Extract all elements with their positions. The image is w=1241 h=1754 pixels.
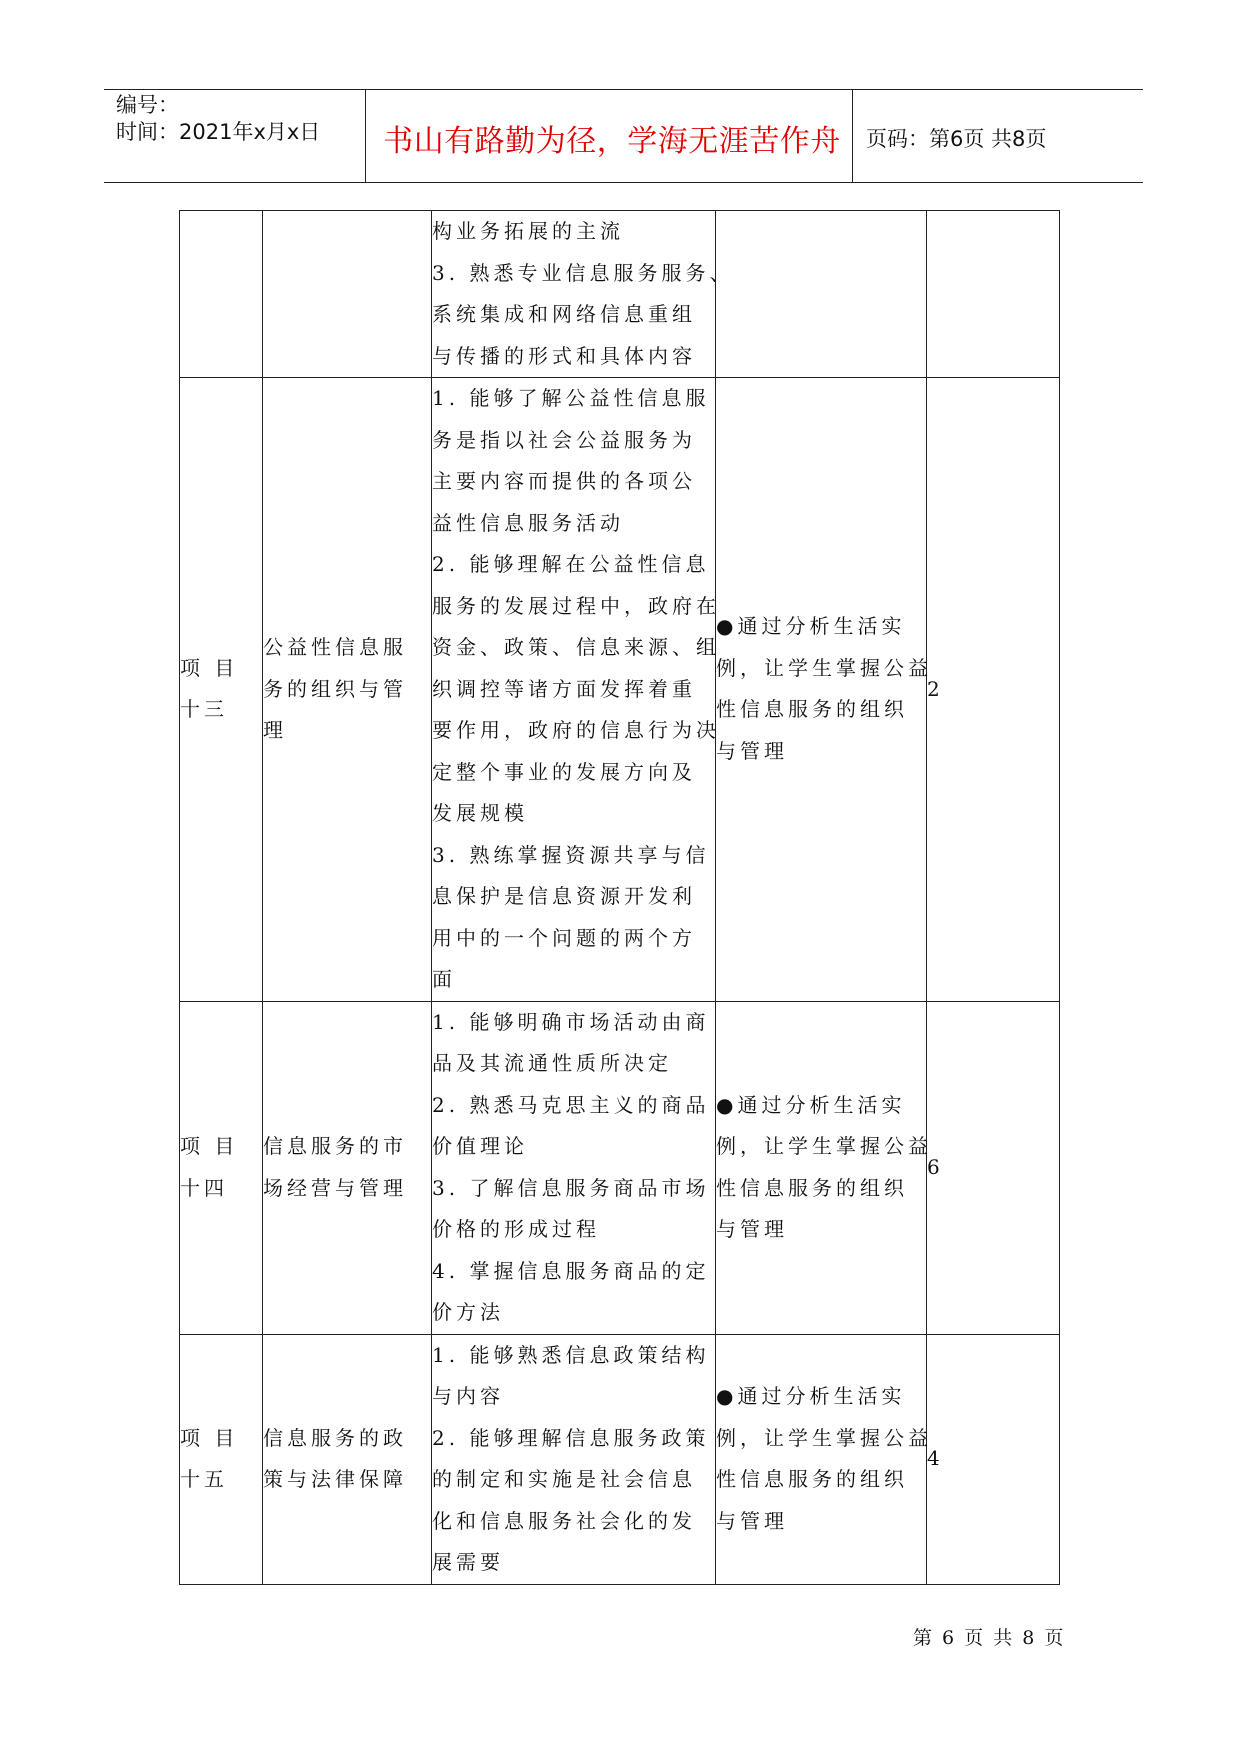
goal-line: 价格的形成过程 xyxy=(432,1217,600,1241)
subject-cell xyxy=(263,211,432,378)
table-row xyxy=(180,1001,1060,1334)
method-line: ●通过分析生活实 xyxy=(716,1092,906,1117)
goal-line: 务是指以社会公益服务为 xyxy=(432,427,696,452)
subject-line: 信息服务的市 xyxy=(263,1134,407,1158)
table-row xyxy=(180,211,1060,378)
goal-cell xyxy=(432,378,720,1002)
table-row xyxy=(180,378,1060,1002)
method-line: 例，让学生掌握公益 xyxy=(716,1134,932,1158)
goal-line: 定整个事业的发展方向及 xyxy=(432,759,696,784)
header-top-rule xyxy=(104,89,1143,90)
goal-line: 3. 了解信息服务商品市场 xyxy=(432,1175,710,1200)
subject-line: 务的组织与管 xyxy=(263,676,407,701)
method-line: 例，让学生掌握公益 xyxy=(716,1425,932,1450)
goal-line: 价值理论 xyxy=(432,1134,528,1158)
subject-line: 策与法律保障 xyxy=(263,1467,407,1491)
goal-cell xyxy=(432,1334,716,1584)
footer-page-number: 第 6 页 共 8 页 xyxy=(913,1627,1066,1649)
goal-line: 1. 能够了解公益性信息服 xyxy=(432,386,710,410)
goal-line: 2. 能够理解在公益性信息 xyxy=(432,552,710,576)
header-meta xyxy=(116,92,320,146)
goal-line: 2. 熟悉马克思主义的商品 xyxy=(432,1092,710,1117)
project-cell xyxy=(180,211,263,378)
goal-line: 构业务拓展的主流 xyxy=(432,219,624,243)
subject-line: 公益性信息服 xyxy=(263,635,407,659)
goal-line: 面 xyxy=(432,967,456,991)
goal-line: 息保护是信息资源开发利 xyxy=(432,884,696,908)
goal-line: 资金、政策、信息来源、组 xyxy=(432,635,720,659)
goal-line: 益性信息服务活动 xyxy=(432,510,624,535)
method-line: 性信息服务的组织 xyxy=(716,1175,908,1200)
goal-line: 用中的一个问题的两个方 xyxy=(432,925,696,950)
method-line: ●通过分析生活实 xyxy=(716,614,906,639)
subject-line: 信息服务的政 xyxy=(263,1425,407,1450)
goal-line: 化和信息服务社会化的发 xyxy=(432,1508,696,1533)
subject-cell xyxy=(263,1001,432,1334)
project-cell xyxy=(180,378,263,1002)
goal-line: 的制定和实施是社会信息 xyxy=(432,1467,696,1491)
method-cell xyxy=(716,1334,932,1584)
course-plan-table xyxy=(179,210,1060,1585)
project-cell xyxy=(180,1001,263,1334)
goal-line: 与传播的形式和具体内容 xyxy=(432,343,696,368)
goal-line: 3. 熟悉专业信息服务服务、 xyxy=(432,260,734,285)
method-line: ●通过分析生活实 xyxy=(716,1384,906,1408)
subject-line: 理 xyxy=(263,718,287,742)
header-divider-left xyxy=(365,89,366,182)
goal-line: 主要内容而提供的各项公 xyxy=(432,469,696,493)
hours-cell: 6 xyxy=(927,1001,1060,1334)
goal-line: 价方法 xyxy=(432,1300,504,1324)
project-line: 十四 xyxy=(180,1175,228,1200)
project-line: 十五 xyxy=(180,1467,228,1491)
project-line: 项 目 xyxy=(180,1425,239,1450)
goal-cell xyxy=(432,211,734,378)
project-line: 项 目 xyxy=(180,655,239,680)
goal-line: 3. 熟练掌握资源共享与信 xyxy=(432,842,710,867)
method-cell xyxy=(716,378,932,1002)
goal-line: 发展规模 xyxy=(432,801,528,825)
subject-cell xyxy=(263,1334,432,1584)
project-line: 项 目 xyxy=(180,1134,239,1158)
hours-cell xyxy=(927,211,1060,378)
header-motto: 书山有路勤为径，学海无涯苦作舟 xyxy=(383,124,841,159)
header-bottom-rule xyxy=(104,182,1143,183)
method-line: 与管理 xyxy=(716,738,788,763)
document-time-label: 时间：2021年x月x日 xyxy=(116,120,321,144)
method-cell xyxy=(716,211,927,378)
method-line: 与管理 xyxy=(716,1508,788,1533)
goal-line: 展需要 xyxy=(432,1550,504,1574)
goal-line: 织调控等诸方面发挥着重 xyxy=(432,676,696,701)
method-line: 与管理 xyxy=(716,1217,788,1241)
subject-line: 场经营与管理 xyxy=(263,1175,407,1200)
goal-line: 1. 能够熟悉信息政策结构 xyxy=(432,1342,710,1367)
goal-line: 与内容 xyxy=(432,1384,504,1408)
goal-line: 1. 能够明确市场活动由商 xyxy=(432,1009,710,1034)
project-cell xyxy=(180,1334,263,1584)
method-line: 例，让学生掌握公益 xyxy=(716,655,932,680)
header-page-number: 页码：第6页 共8页 xyxy=(866,127,1047,151)
goal-line: 4. 掌握信息服务商品的定 xyxy=(432,1258,710,1283)
course-plan-body xyxy=(180,211,1060,1585)
method-line: 性信息服务的组织 xyxy=(716,697,908,722)
table-row xyxy=(180,1334,1060,1584)
goal-line: 服务的发展过程中，政府在 xyxy=(432,593,720,618)
project-line: 十三 xyxy=(180,697,228,722)
subject-cell xyxy=(263,378,432,1002)
goal-line: 品及其流通性质所决定 xyxy=(432,1051,672,1075)
method-line: 性信息服务的组织 xyxy=(716,1467,908,1491)
goal-cell xyxy=(432,1001,716,1334)
goal-line: 系统集成和网络信息重组 xyxy=(432,302,696,326)
method-cell xyxy=(716,1001,932,1334)
goal-line: 要作用，政府的信息行为决 xyxy=(432,718,720,742)
goal-line: 2. 能够理解信息服务政策 xyxy=(432,1425,710,1450)
hours-cell: 4 xyxy=(927,1334,1060,1584)
document-number-label: 编号： xyxy=(116,93,179,117)
hours-cell: 2 xyxy=(927,378,1060,1002)
